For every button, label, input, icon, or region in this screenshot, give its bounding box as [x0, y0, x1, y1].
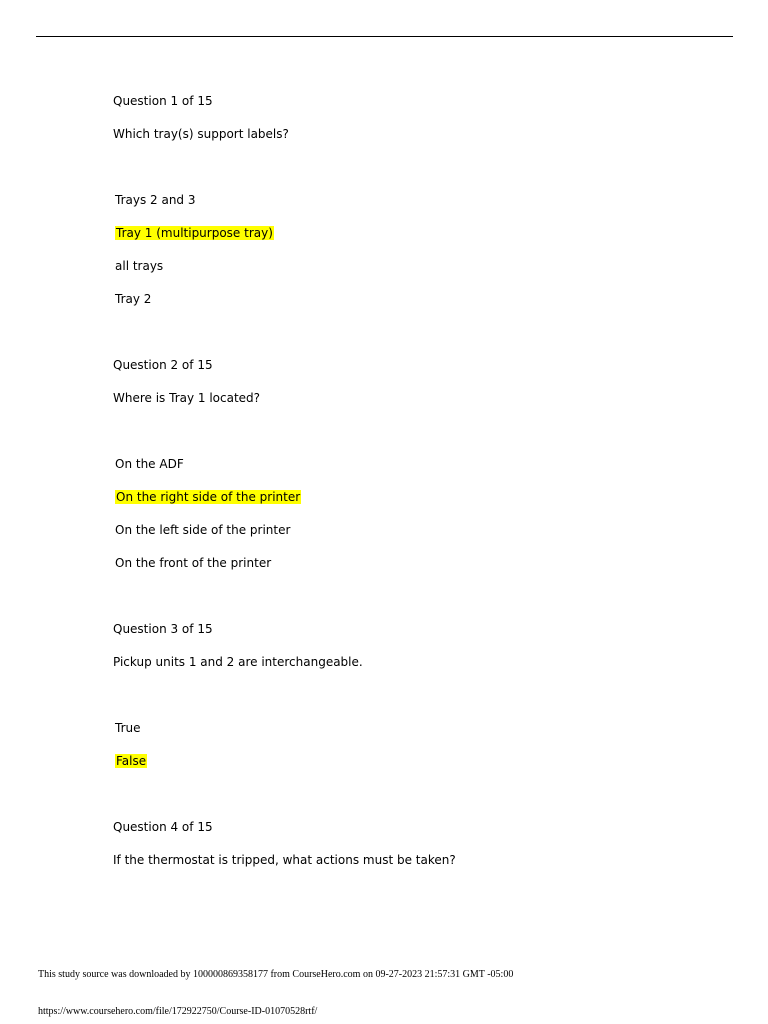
question-number: Question 4 of 15 [113, 820, 213, 834]
question-block [113, 357, 673, 571]
answer-option-text: Trays 2 and 3 [115, 193, 196, 207]
answer-option [115, 555, 673, 571]
answer-option-text: On the ADF [115, 457, 184, 471]
answer-option-text: On the right side of the printer [116, 490, 301, 504]
answer-option-selected [115, 225, 673, 241]
answer-option-text: Tray 2 [115, 292, 152, 306]
answer-option [115, 456, 673, 472]
question-number: Question 3 of 15 [113, 622, 213, 636]
question-block [113, 621, 673, 769]
quiz-content [113, 93, 673, 918]
answer-option-text: On the left side of the printer [115, 523, 291, 537]
question-number: Question 1 of 15 [113, 94, 213, 108]
answer-option-text: Tray 1 (multipurpose tray) [116, 226, 273, 240]
answer-option-text: all trays [115, 259, 164, 273]
question-text: Pickup units 1 and 2 are interchangeable. [113, 655, 363, 669]
answer-option-text: True [115, 721, 141, 735]
answer-option [115, 720, 673, 736]
question-text: Which tray(s) support labels? [113, 127, 289, 141]
answer-option [115, 291, 673, 307]
answer-option-text: On the front of the printer [115, 556, 272, 570]
answer-option-text: False [116, 754, 147, 768]
answer-option [115, 522, 673, 538]
answer-option-selected [115, 489, 673, 505]
answer-option [115, 192, 673, 208]
question-number: Question 2 of 15 [113, 358, 213, 372]
question-block [113, 819, 673, 868]
answer-option-selected [115, 753, 673, 769]
download-notice: This study source was downloaded by 100000869358177 from CourseHero.com on 09-27-2023 21:57:31 GMT -05:00 [38, 969, 514, 980]
question-text: If the thermostat is tripped, what actions must be taken? [113, 853, 456, 867]
source-url: https://www.coursehero.com/file/172922750/Course-ID-01070528rtf/ [38, 1006, 318, 1017]
top-divider [36, 36, 733, 37]
question-text: Where is Tray 1 located? [113, 391, 261, 405]
question-block [113, 93, 673, 307]
answer-option [115, 258, 673, 274]
